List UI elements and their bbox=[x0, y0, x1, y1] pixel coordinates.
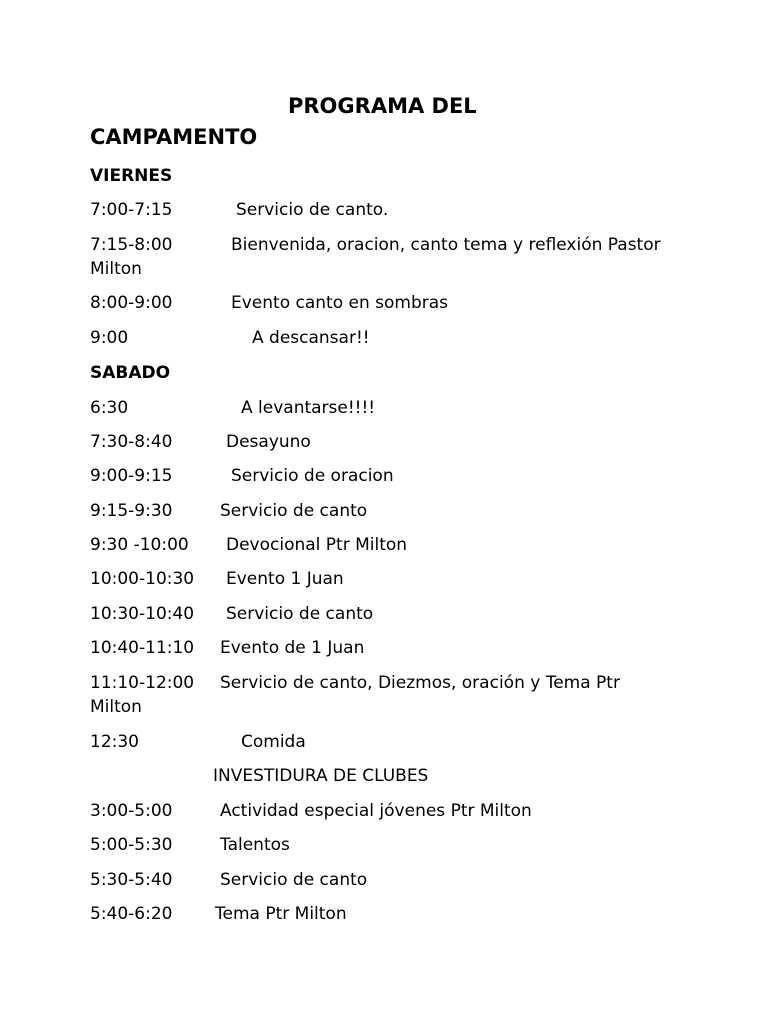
schedule-time: 10:40-11:10 bbox=[90, 638, 195, 658]
schedule-row bbox=[90, 464, 690, 488]
schedule-row bbox=[90, 567, 690, 591]
schedule-description: Servicio de canto, Diezmos, oración y Tema Ptr bbox=[220, 673, 620, 693]
schedule-description: Servicio de canto. bbox=[236, 200, 389, 220]
schedule-row bbox=[90, 833, 690, 857]
schedule-time: 7:00-7:15 bbox=[90, 200, 173, 220]
document-title-line-1: PROGRAMA DEL bbox=[288, 94, 477, 118]
schedule-time: 7:15-8:00 bbox=[90, 235, 173, 255]
schedule-time: 9:15-9:30 bbox=[90, 501, 173, 521]
schedule-description: Comida bbox=[241, 732, 306, 752]
schedule-description: Evento de 1 Juan bbox=[220, 638, 365, 658]
section-heading-viernes: VIERNES bbox=[90, 166, 173, 186]
schedule-description-continued: Milton bbox=[90, 259, 142, 279]
schedule-description: Devocional Ptr Milton bbox=[226, 535, 408, 555]
schedule-row bbox=[90, 799, 690, 823]
schedule-description: Desayuno bbox=[226, 432, 311, 452]
schedule-row bbox=[90, 602, 690, 626]
schedule-description: Tema Ptr Milton bbox=[215, 904, 347, 924]
schedule-description: Actividad especial jóvenes Ptr Milton bbox=[220, 801, 532, 821]
section-heading-sabado: SABADO bbox=[90, 363, 171, 383]
schedule-row bbox=[90, 396, 690, 420]
schedule-row bbox=[90, 499, 690, 523]
schedule-time: 12:30 bbox=[90, 732, 139, 752]
schedule-description: A descansar!! bbox=[252, 328, 370, 348]
schedule-row bbox=[90, 291, 690, 315]
schedule-row bbox=[90, 730, 690, 754]
schedule-row bbox=[90, 326, 690, 350]
schedule-time: 6:30 bbox=[90, 398, 129, 418]
schedule-time: 10:00-10:30 bbox=[90, 569, 195, 589]
schedule-time: 11:10-12:00 bbox=[90, 673, 195, 693]
schedule-description-continued: Milton bbox=[90, 697, 142, 717]
schedule-description: Servicio de oracion bbox=[231, 466, 394, 486]
schedule-description: Evento canto en sombras bbox=[231, 293, 449, 313]
schedule-row bbox=[90, 430, 690, 454]
schedule-time: 8:00-9:00 bbox=[90, 293, 173, 313]
schedule-description: Talentos bbox=[220, 835, 290, 855]
schedule-description: Evento 1 Juan bbox=[226, 569, 344, 589]
schedule-time: 9:00-9:15 bbox=[90, 466, 173, 486]
schedule-description: Servicio de canto bbox=[220, 501, 368, 521]
schedule-time: 9:30 -10:00 bbox=[90, 535, 189, 555]
schedule-description: Bienvenida, oracion, canto tema y reflexión Pastor bbox=[231, 235, 661, 255]
schedule-time: 7:30-8:40 bbox=[90, 432, 173, 452]
section-subheading-investidura: INVESTIDURA DE CLUBES bbox=[213, 766, 429, 786]
schedule-time: 5:00-5:30 bbox=[90, 835, 173, 855]
schedule-row bbox=[90, 671, 690, 719]
schedule-row bbox=[90, 533, 690, 557]
schedule-time: 9:00 bbox=[90, 328, 129, 348]
schedule-description: A levantarse!!!! bbox=[241, 398, 376, 418]
schedule-description: Servicio de canto bbox=[226, 604, 374, 624]
schedule-time: 5:40-6:20 bbox=[90, 904, 173, 924]
schedule-time: 5:30-5:40 bbox=[90, 870, 173, 890]
schedule-row bbox=[90, 868, 690, 892]
schedule-time: 10:30-10:40 bbox=[90, 604, 195, 624]
schedule-row bbox=[90, 198, 690, 222]
schedule-time: 3:00-5:00 bbox=[90, 801, 173, 821]
document-title-line-2: CAMPAMENTO bbox=[90, 125, 258, 149]
schedule-description: Servicio de canto bbox=[220, 870, 368, 890]
schedule-row bbox=[90, 902, 690, 926]
schedule-row bbox=[90, 233, 690, 281]
schedule-row bbox=[90, 636, 690, 660]
